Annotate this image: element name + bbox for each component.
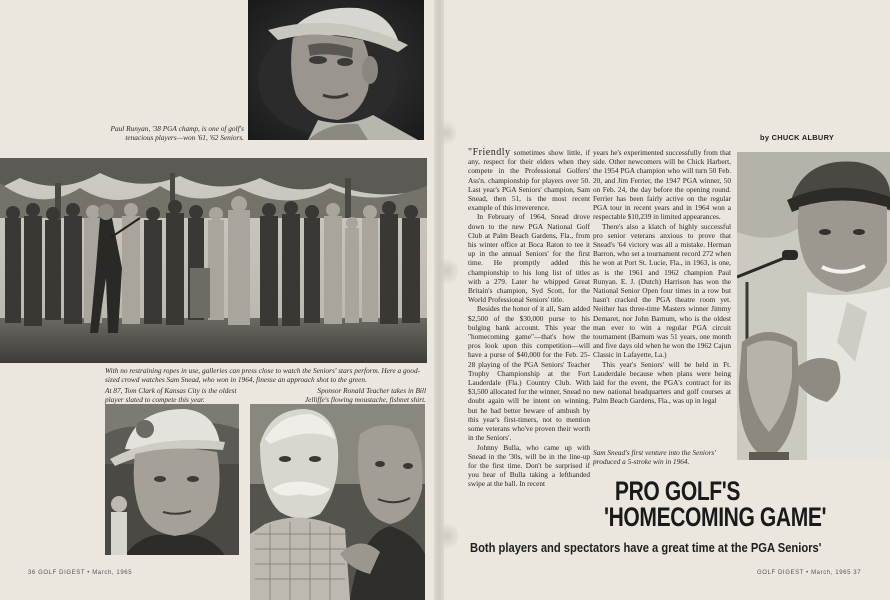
photo-sam-snead (737, 152, 890, 460)
column-1-paragraph: Besides the honor of it all, Sam added $2,500 of the $30,000 purse to his bulging bank account. This year the "homecoming game"—that's how the pros look upon this competition—will have a purse of $40,000 for the Feb. 25-28 playing of the PGA Seniors' Teacher Trophy Championship at the Fort Lauderdale (Fla.) Country Club. With $3,500 allocated for the winner, Snead no doubt again will be intent on winning, but he had better beware of ambush by this year's first-timers, not to mention some veterans who've proven their worth in the Seniors'. (468, 304, 590, 443)
headline-line-2: 'HOMECOMING GAME' (604, 502, 827, 532)
photo-paul-runyan (248, 0, 424, 140)
column-2-paragraph: years he's experimented successfully from that side. Other newcomers will be Chick Harbert, the 1954 PGA champion who will turn 50 Feb. 20, and Jim Ferrier, the 1947 PGA winner, 50 on Feb. 24, the day before the opening round. Ferrier has been fairly active on the regular PGA tour in recent years and in 1964 won a respectable $10,239 in limited appearances. (593, 148, 731, 222)
article-column-1 (468, 148, 590, 489)
caption-tom-clark: At 87, Tom Clark of Kansas City is the oldest player slated to compete this year. (105, 386, 237, 404)
caption-paul-runyan: Paul Runyan, '38 PGA champ, is one of golf's tenacious players—won '61, '62 Seniors. (110, 124, 244, 142)
page-smudge (436, 520, 458, 552)
column-2-paragraph: There's also a klatch of highly successful pro senior veterans anxious to prove that Snead's '64 victory was all a mistake. Herman Barron, who set a tournament record 272 when he won at Port St. Lucie, Fla., in 1963, is one, as is the 1961 and 1962 champion Paul Runyan. E. J. (Dutch) Harrison has won the National Senior Open four times in a row but hasn't cracked the PGA theatre room yet. Neither has three-time Masters winner Jimmy Demaret, nor John Barnum, who is the oldest man ever to win a regular PGA circuit tournament (Barnum was 51 years, one month and five days old when he won the 1962 Cajun Classic in Lafayette, La.) (593, 221, 731, 360)
column-1-paragraph: Johnny Bulla, who came up with Snead in the '30s, will be in the line-up for the first time. Don't be surprised if you hear of Bulla taking a lefthanded swipe at the ball. In recent (468, 442, 590, 489)
caption-sam-snead: Sam Snead's first venture into the Seniors' produced a 5-stroke win in 1964. (593, 448, 716, 466)
photo-tom-clark (105, 404, 239, 555)
page-gutter (434, 0, 444, 600)
folio-left: 36 GOLF DIGEST • March, 1965 (28, 570, 133, 576)
folio-right: GOLF DIGEST • March, 1965 37 (757, 570, 862, 576)
headline (604, 476, 827, 532)
page-smudge (436, 255, 458, 287)
page-smudge (436, 118, 456, 148)
caption-gallery-crowd: With no restraining ropes in use, galleries can press close to watch the Seniors' stars perform. Here a good-sized crowd watches Sam Snead, who won in 1964, finesse an approach shot to the green. (105, 366, 421, 384)
article-column-2 (593, 148, 731, 406)
column-1-paragraph: sometimes show little, if any, respect for their elders when they compete in the Professional Golfers' Ass'n. championship for players over 50. Last year's PGA Seniors' champion, Sam Snead, then 51, is the most recent example of this irreverence. (468, 148, 590, 213)
column-1-paragraph: In February of 1964, Snead drove down to the new PGA National Golf Club at Palm Beach Gardens, Fla., from his winter office at Boca Raton to tee it up in the annual Seniors' for the first time. He promptly added this championship to his long list of titles with a 279. Later he whipped Great Britain's champion, Syd Scott, for the World Professional Seniors' title. (468, 212, 590, 305)
deck: Both players and spectators have a great time at the PGA Seniors' (470, 540, 822, 555)
byline: by CHUCK ALBURY (760, 133, 835, 142)
photo-teacher-jelliffe (250, 404, 425, 600)
headline-line-1: PRO GOLF'S (614, 476, 741, 506)
column-2-paragraph: This year's Seniors' will be held in Ft. Lauderdale because when plans were being laid for the event, the PGA's contract for its new national headquarters and golf courses at Palm Beach Gardens, Fla., was up in legal (593, 359, 731, 406)
photo-gallery-crowd (0, 158, 427, 363)
caption-ronald-teacher: Sponsor Ronald Teacher takes in Bill Jelliffe's flowing moustache, fishnet shirt. (304, 386, 426, 404)
lead-word: "Friendly (468, 147, 511, 158)
